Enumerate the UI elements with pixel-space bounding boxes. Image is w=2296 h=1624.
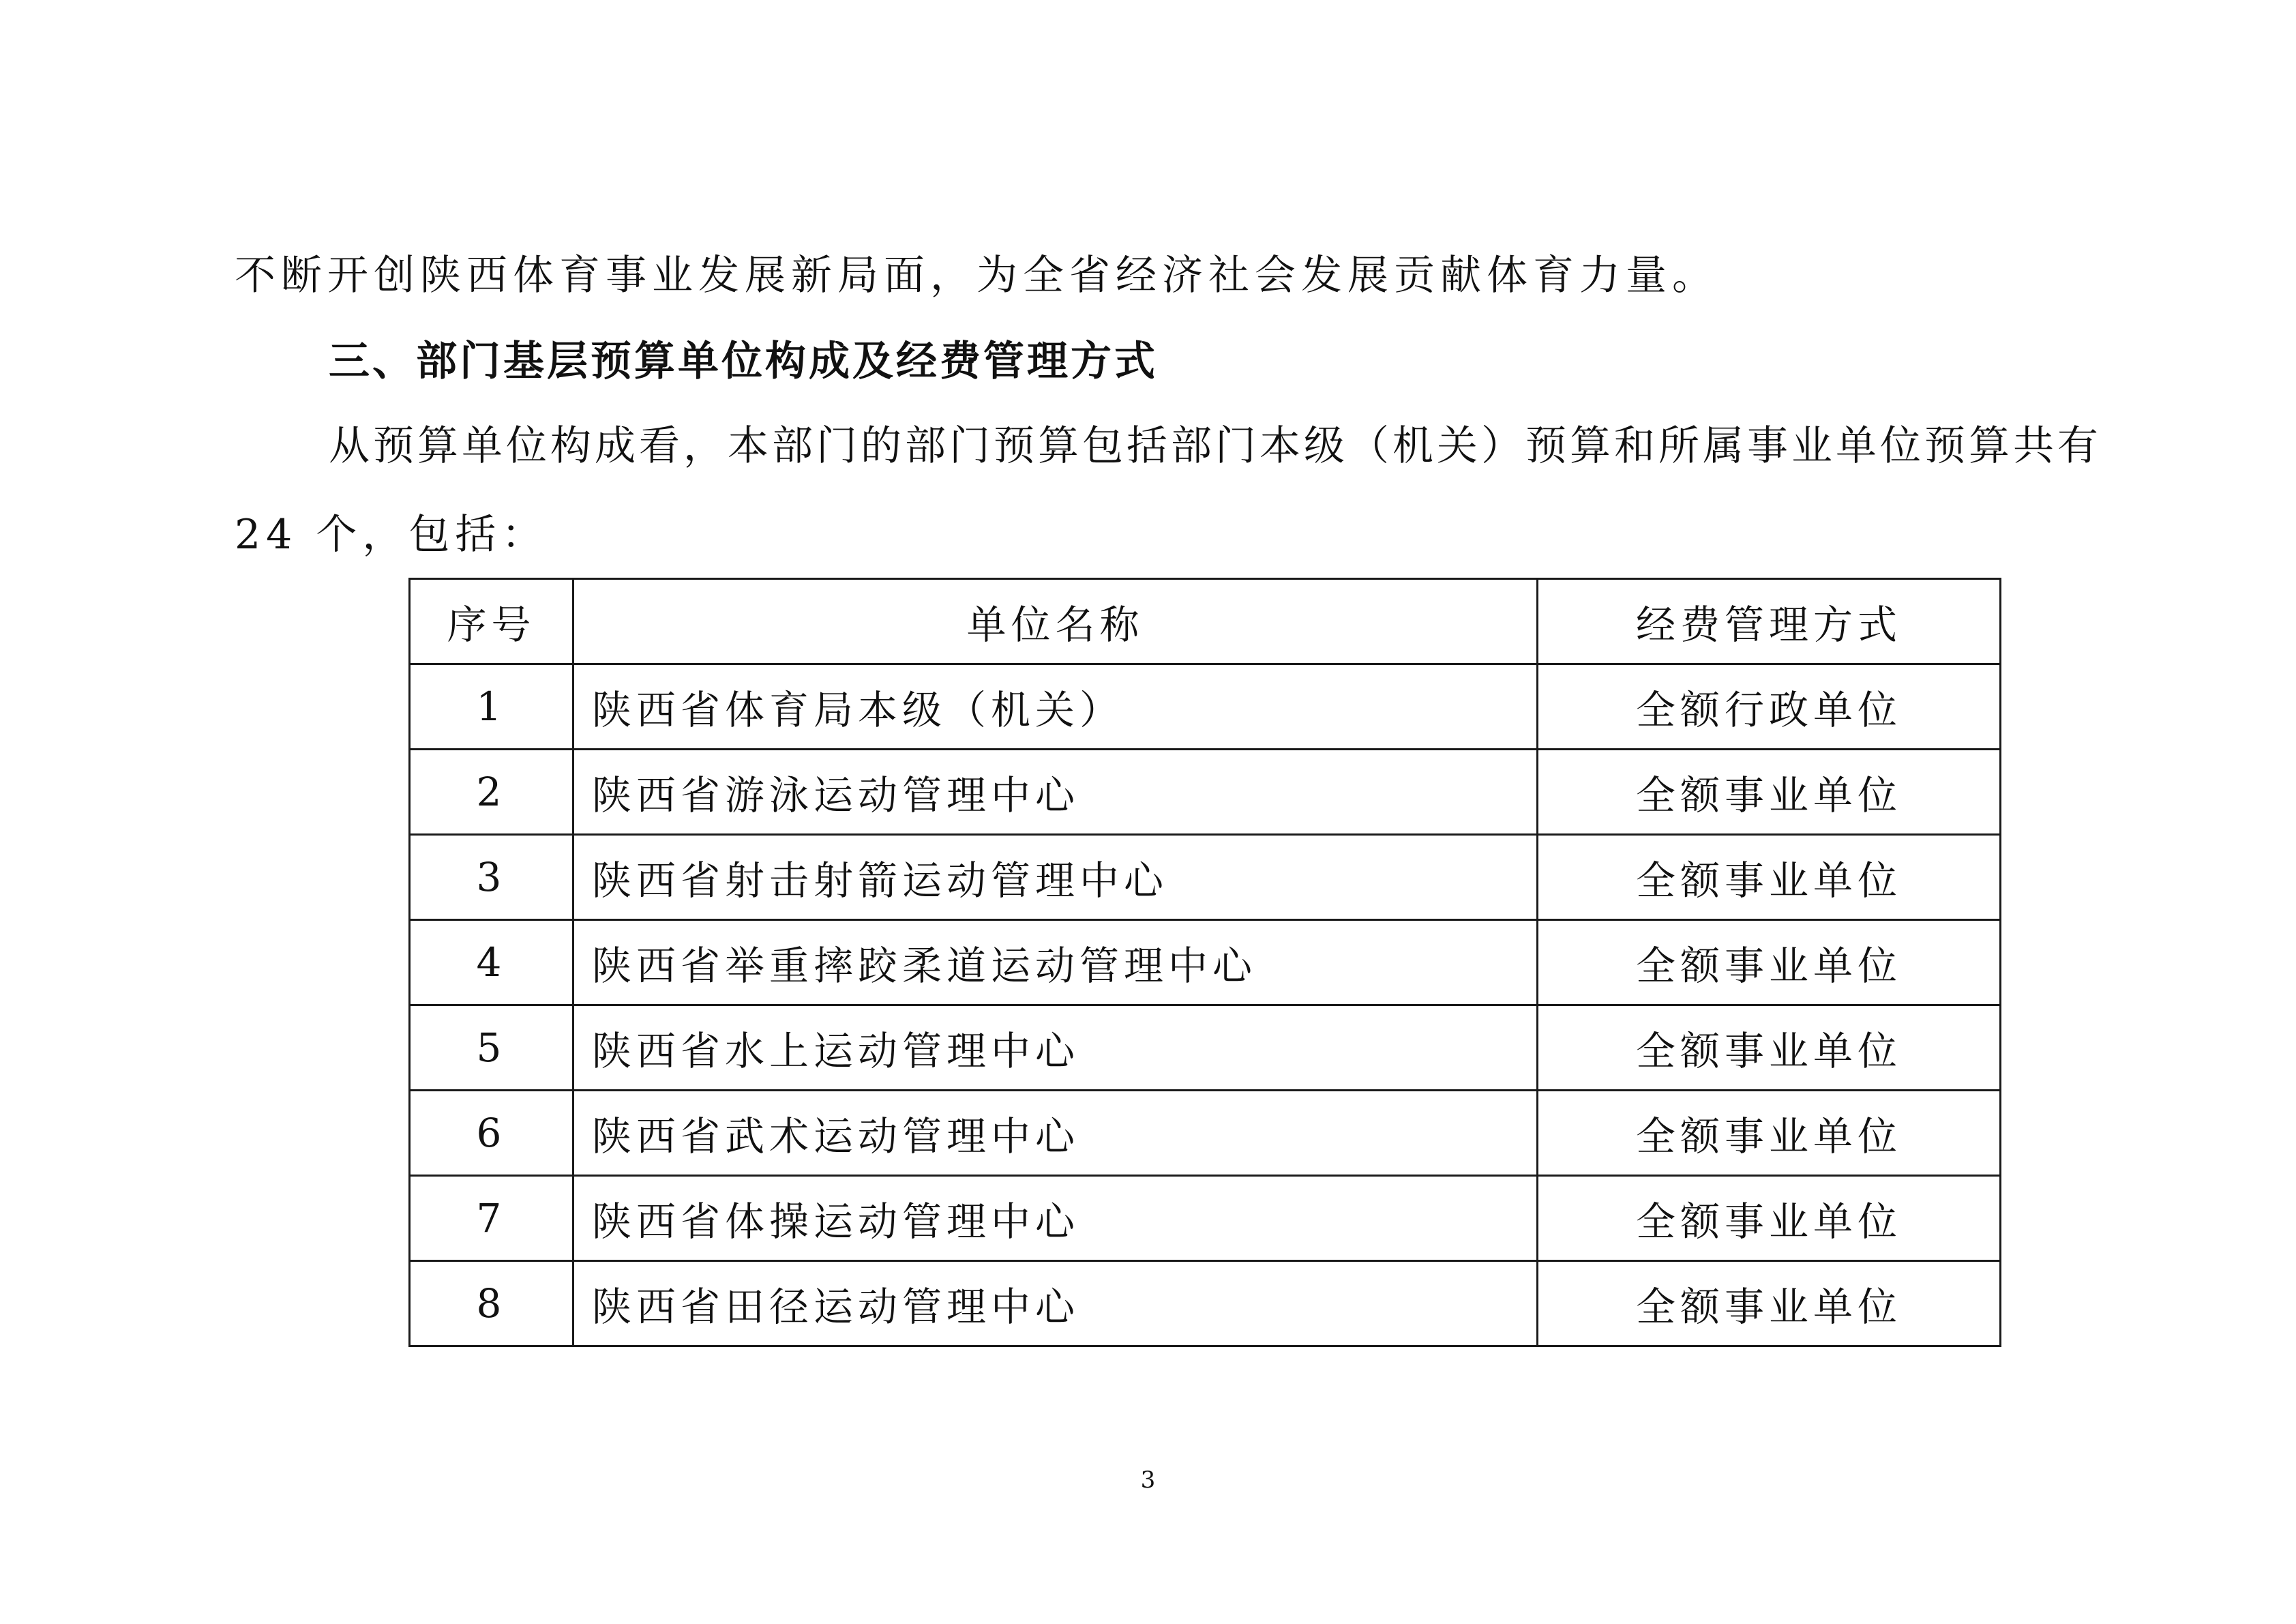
- table-row: [410, 1176, 2001, 1261]
- table-row: [410, 920, 2001, 1005]
- budget-units-table: [408, 578, 2001, 1347]
- row-unit-name: 陕西省水上运动管理中心: [573, 1005, 1538, 1091]
- paragraph-intro-line-1: 从预算单位构成看，本部门的部门预算包括部门本级（机关）预算和所属事业单位预算共有: [329, 422, 2102, 470]
- row-unit-name: 陕西省田径运动管理中心: [573, 1261, 1538, 1346]
- table-row: [410, 835, 2001, 920]
- row-index: 6: [410, 1091, 573, 1176]
- row-funding-mode: 全额事业单位: [1538, 1091, 2001, 1176]
- row-index: 4: [410, 920, 573, 1005]
- row-index: 3: [410, 835, 573, 920]
- row-unit-name: 陕西省体育局本级（机关）: [573, 664, 1538, 750]
- row-funding-mode: 全额事业单位: [1538, 1176, 2001, 1261]
- table-row: [410, 1261, 2001, 1346]
- table-row: [410, 664, 2001, 750]
- table-row: [410, 1091, 2001, 1176]
- row-unit-name: 陕西省体操运动管理中心: [573, 1176, 1538, 1261]
- section-heading: 三、部门基层预算单位构成及经费管理方式: [329, 338, 1158, 385]
- row-index: 5: [410, 1005, 573, 1091]
- row-funding-mode: 全额事业单位: [1538, 1005, 2001, 1091]
- paragraph-continuation: 不断开创陕西体育事业发展新局面，为全省经济社会发展贡献体育力量。: [235, 252, 1718, 299]
- row-funding-mode: 全额事业单位: [1538, 920, 2001, 1005]
- row-unit-name: 陕西省游泳运动管理中心: [573, 750, 1538, 835]
- row-unit-name: 陕西省射击射箭运动管理中心: [573, 835, 1538, 920]
- table-row: [410, 1005, 2001, 1091]
- header-funding-mode: 经费管理方式: [1538, 579, 2001, 664]
- table-row: [410, 750, 2001, 835]
- row-funding-mode: 全额事业单位: [1538, 835, 2001, 920]
- page-number: 3: [1140, 1466, 1156, 1494]
- row-index: 8: [410, 1261, 573, 1346]
- table-header-row: [410, 579, 2001, 664]
- row-index: 2: [410, 750, 573, 835]
- row-funding-mode: 全额行政单位: [1538, 664, 2001, 750]
- row-funding-mode: 全额事业单位: [1538, 1261, 2001, 1346]
- paragraph-intro-line-2: 24 个，包括：: [235, 511, 548, 559]
- row-index: 1: [410, 664, 573, 750]
- row-index: 7: [410, 1176, 573, 1261]
- header-unit-name: 单位名称: [573, 579, 1538, 664]
- row-unit-name: 陕西省武术运动管理中心: [573, 1091, 1538, 1176]
- row-unit-name: 陕西省举重摔跤柔道运动管理中心: [573, 920, 1538, 1005]
- header-index: 序号: [410, 579, 573, 664]
- row-funding-mode: 全额事业单位: [1538, 750, 2001, 835]
